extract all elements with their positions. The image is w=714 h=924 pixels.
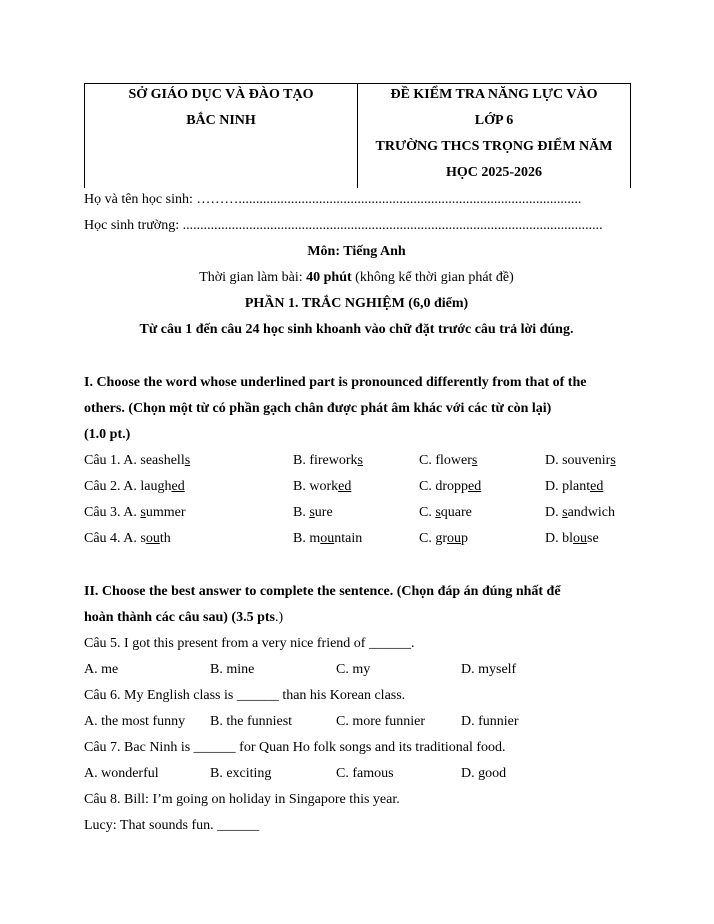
option-underlined: s — [471, 453, 478, 468]
section1-heading-line1: I. Choose the word whose underlined part is pronounced differently from that of the — [84, 375, 587, 390]
option-underlined: s — [562, 505, 568, 520]
option-underlined: s — [309, 505, 315, 520]
answer-option: D. funnier — [461, 714, 519, 729]
option-pre: D. souvenir — [545, 453, 611, 468]
question-number: Câu 4. — [84, 531, 124, 546]
answer-option: C. more funnier — [336, 714, 426, 729]
student-school-dots: ........................................................................................................................ — [182, 218, 603, 233]
question-stem: Câu 6. My English class is ______ than his Korean class. — [84, 688, 406, 703]
time-suffix: (không kể thời gian phát đề) — [351, 270, 514, 285]
exam-title-line4: HỌC 2025-2026 — [445, 165, 543, 180]
question-item — [84, 452, 190, 470]
part-title: PHẦN 1. TRẮC NGHIỆM (6,0 điểm) — [244, 296, 469, 311]
answer-option — [545, 478, 603, 496]
answer-option — [293, 478, 351, 496]
answer-option — [545, 530, 599, 548]
option-underlined: ou — [573, 531, 587, 546]
section1-points: (1.0 pt.) — [84, 427, 131, 442]
exam-title-line1: ĐỀ KIỂM TRA NĂNG LỰC VÀO — [390, 87, 598, 102]
dialogue-line: Lucy: That sounds fun. ______ — [84, 818, 260, 833]
province-name: BẮC NINH — [186, 113, 256, 128]
option-underlined: ou — [145, 531, 160, 546]
answer-option: C. famous — [336, 766, 394, 781]
option-pre: C. gr — [419, 531, 447, 546]
answer-option: B. the funniest — [210, 714, 293, 729]
answer-option: D. myself — [461, 662, 517, 677]
option-underlined: s — [610, 453, 616, 468]
option-underlined: ed — [338, 479, 352, 494]
option-pre: A. laugh — [123, 479, 172, 494]
answer-option: B. exciting — [210, 766, 272, 781]
option-pre: A. seashell — [123, 453, 185, 468]
answer-option: D. good — [461, 766, 507, 781]
option-underlined: s — [357, 453, 363, 468]
answer-option — [545, 452, 616, 470]
option-post: andwich — [567, 505, 616, 520]
option-pre: C. flower — [419, 453, 472, 468]
option-post: se — [587, 531, 599, 546]
option-underlined: ou — [447, 531, 461, 546]
option-underlined: s — [435, 505, 441, 520]
option-pre: A. s — [123, 531, 146, 546]
question-stem: Câu 5. I got this present from a very nice friend of ______. — [84, 636, 415, 651]
student-name-label: Họ và tên học sinh: — [84, 192, 197, 207]
question-item — [84, 478, 185, 496]
time-value: 40 phút — [306, 270, 352, 285]
answer-option — [419, 530, 468, 548]
answer-option — [293, 530, 362, 548]
option-underlined: ed — [171, 479, 185, 494]
answer-option: A. wonderful — [84, 766, 159, 781]
option-pre: D. — [545, 505, 563, 520]
time-line — [84, 269, 629, 287]
section2-heading-plain: .) — [274, 610, 284, 625]
answer-option: A. the most funny — [84, 714, 186, 729]
answer-option — [293, 452, 363, 470]
option-post: quare — [440, 505, 472, 520]
section1-heading-line2: others. (Chọn một từ có phần gạch chân được phát âm khác với các từ còn lại) — [84, 401, 552, 416]
option-underlined: ed — [468, 479, 482, 494]
option-underlined: ou — [320, 531, 335, 546]
answer-option — [419, 478, 481, 496]
student-name-dots: ……….................................................................................................. — [196, 192, 582, 207]
exam-title-line2: LỚP 6 — [474, 113, 514, 128]
option-pre: D. plant — [545, 479, 591, 494]
option-post: th — [159, 531, 171, 546]
answer-option: C. my — [336, 662, 371, 677]
question-stem: Câu 7. Bac Ninh is ______ for Quan Ho folk songs and its traditional food. — [84, 740, 506, 755]
option-pre: B. — [293, 505, 310, 520]
exam-title-line3: TRƯỜNG THCS TRỌNG ĐIỂM NĂM — [375, 139, 613, 154]
answer-option: B. mine — [210, 662, 255, 677]
option-pre: C. dropp — [419, 479, 468, 494]
question-stem: Câu 8. Bill: I’m going on holiday in Singapore this year. — [84, 792, 400, 807]
answer-option: A. me — [84, 662, 119, 677]
question-item — [84, 530, 171, 548]
header-left — [85, 84, 357, 136]
option-post: p — [461, 531, 468, 546]
option-post: ure — [314, 505, 333, 520]
option-pre: D. bl — [545, 531, 573, 546]
question-number: Câu 3. — [84, 505, 124, 520]
option-pre: A. — [123, 505, 141, 520]
option-underlined: s — [140, 505, 146, 520]
option-pre: B. firework — [293, 453, 358, 468]
student-school-label: Học sinh trường: — [84, 218, 183, 233]
option-pre: B. work — [293, 479, 339, 494]
part-instruction: Từ câu 1 đến câu 24 học sinh khoanh vào chữ đặt trước câu trả lời đúng. — [139, 322, 574, 337]
subject-line: Môn: Tiếng Anh — [307, 244, 406, 259]
question-item — [84, 504, 186, 522]
header-right — [358, 84, 630, 188]
question-number: Câu 1. — [84, 453, 124, 468]
answer-option — [293, 504, 333, 522]
option-underlined: ed — [590, 479, 604, 494]
option-underlined: s — [184, 453, 191, 468]
time-prefix: Thời gian làm bài: — [199, 270, 307, 285]
option-pre: B. m — [293, 531, 321, 546]
option-post: ntain — [334, 531, 363, 546]
question-number: Câu 2. — [84, 479, 124, 494]
header-table — [84, 83, 631, 188]
option-pre: C. — [419, 505, 436, 520]
answer-option — [419, 452, 477, 470]
student-school-field — [84, 217, 629, 235]
option-post: ummer — [145, 505, 186, 520]
department-name: SỞ GIÁO DỤC VÀ ĐÀO TẠO — [128, 87, 314, 102]
answer-option — [545, 504, 615, 522]
student-name-field — [84, 191, 629, 209]
section2-heading-line2 — [84, 609, 629, 627]
section2-heading-bold: hoàn thành các câu sau) (3.5 pts — [84, 610, 275, 625]
section2-heading-line1: II. Choose the best answer to complete the sentence. (Chọn đáp án đúng nhất để — [84, 584, 561, 599]
answer-option — [419, 504, 472, 522]
